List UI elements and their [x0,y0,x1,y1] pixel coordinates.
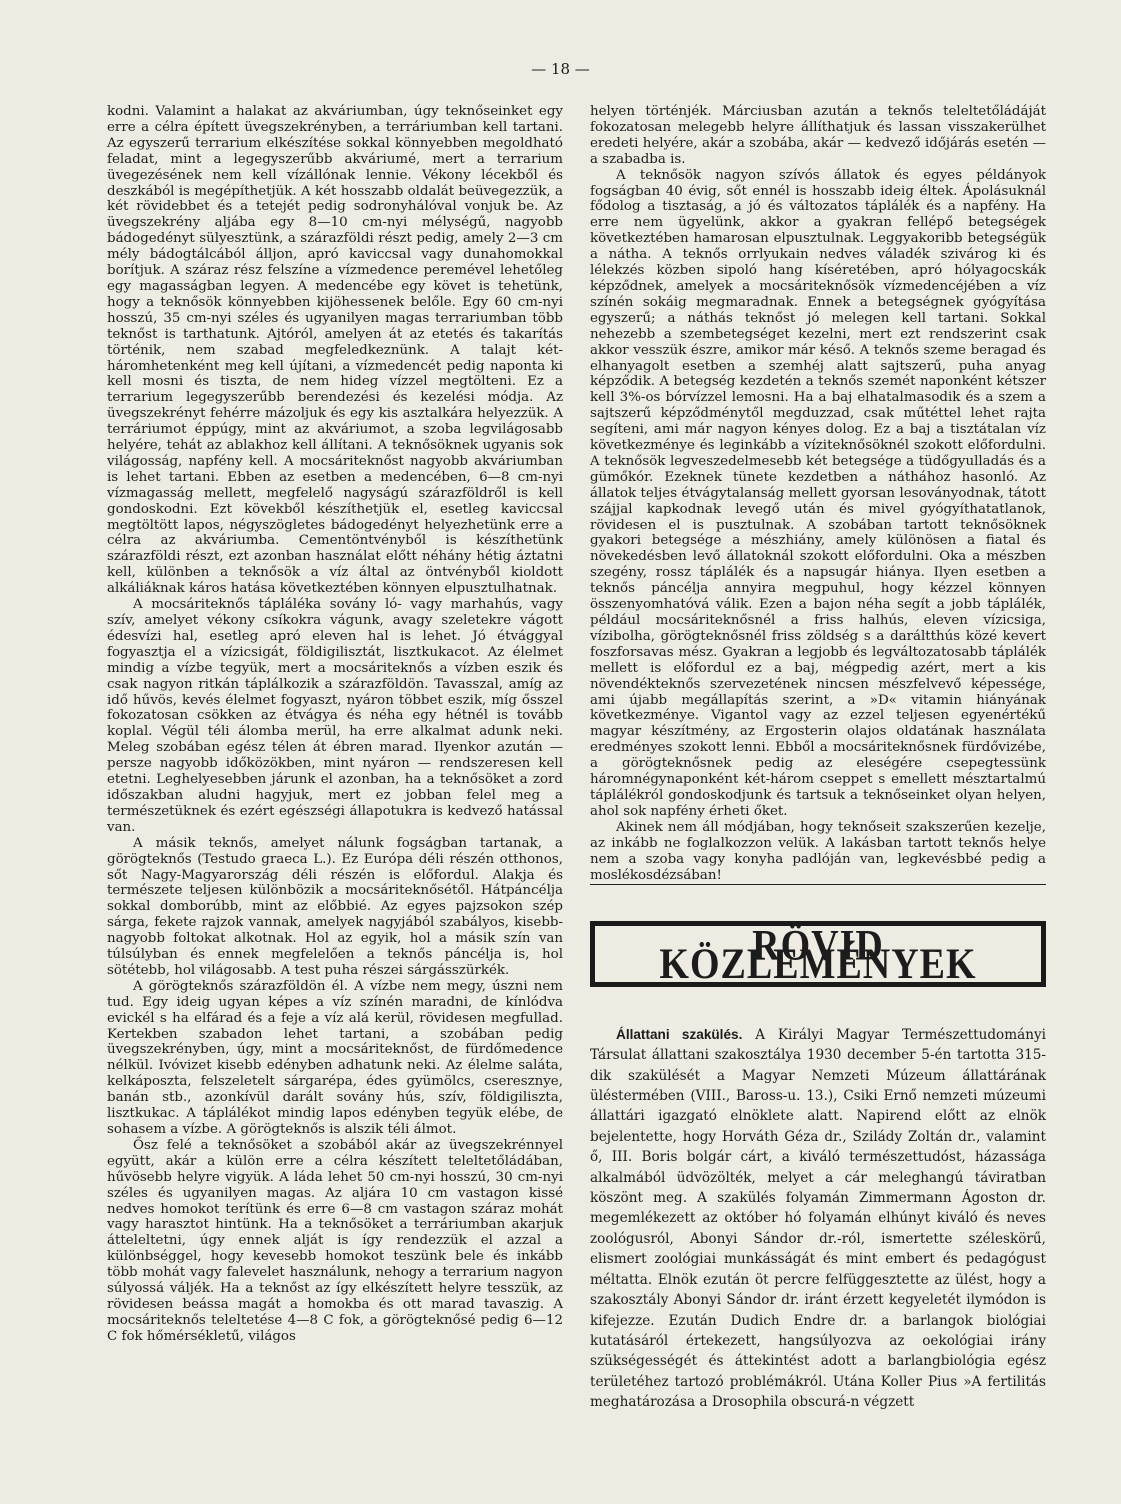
paragraph: kodni. Valamint a halakat az akváriumban, úgy teknőseinket egy erre a célra épített üvegszekrényben, a terráriumban kell tartani. Az egyszerű terrarium elkészítése sokkal könnyebben megoldható feladat, mint a legegyszerűbb akváriumé, mert a terrarium üvegezésének nem kell vízállónak lennie. Vékony lécekből és deszkából is megépíthetjük. A két hosszabb oldalát beüvegezzük, a két rövidebbet és a tetejét pedig sodronyhálóval vonjuk be. Az üvegszekrény aljába egy 8—10 cm-nyi mélységű, nagyobb bádogedényt sülyesztünk, a szárazföldi részt pedig, amely 2—3 cm mély bádogtálcából álljon, apró kaviccsal vagy dunahomokkal borítjuk. A száraz rész felszíne a vízmedence peremével lehetőleg egy magasságban legyen. A medencébe egy követ is tehetünk, hogy a teknősök könnyebben kijöhessenek belőle. Egy 60 cm-nyi hosszú, 35 cm-nyi széles és ugyanilyen magas terrariumban több teknőst is tarthatunk. Ajtóról, amelyen át az etetés és takarítás történik, nem szabad megfeledkeznünk. A talajt két-háromhetenként meg kell újítani, a vízmedencét pedig naponta ki kell mosni és tiszta, de nem hideg vízzel megtölteni. Ez a terrarium legegyszerűbb berendezési és kezelési módja. Az üvegszekrényt fehérre mázoljuk és egy kis asztalkára helyezzük. A terráriumot éppúgy, mint az akváriumot, a szoba legvilágosabb helyére, tehát az ablakhoz kell állítani. A teknősöknek ugyanis sok világosság, napfény kell. A mocsáriteknőst nagyobb akváriumban is lehet tartani. Ebben az esetben a medencében, 6—8 cm-nyi vízmagasság mellett, megfelelő nagyságú szárazföldről is kell gondoskodni. Ezt kövekből készíthetjük el, esetleg kaviccsal megtöltött lapos, négyszögletes bádogedényt helyezhetünk erre a célra az akváriumba. Cementöntvényből is készíthetünk szárazföldi részt, ezt azonban használat előtt néhány hétig áztatni kell, különben a teknősök a víz által az öntvényből kioldott alkáliáknak káros hatása következtében könnyen elpusztulhatnak. [107,104,563,597]
notice-item [590,1025,1046,1411]
section-heading: RÖVID KÖZLEMÉNYEK [659,921,977,989]
left-column [107,104,563,1394]
article-end-rule [590,884,1046,885]
paragraph: A másik teknős, amelyet nálunk fogságban tartanak, a görögteknős (Testudo graeca L.). Ez Európa déli részén otthonos, sőt Nagy-Magyarország déli részén is előfordul. Alakja és természete teljesen különbözik a mocsáriteknősétől. Hátpáncélja sokkal domborúbb, mint az előbbié. Az egyes pajzsokon szép sárga, fekete rajzok vannak, amelyek nagyjából szabályos, kisebb-nagyobb foltokat alkotnak. Hol az egyik, hol a másik szín van túlsúlyban és ennek megfelelően a teknős páncélja is, hol sötétebb, hol világosabb. A test puha részei sárgásszürkék. [107,835,563,978]
paragraph: A mocsáriteknős tápláléka sovány ló- vagy marhahús, vagy szív, amelyet vékony csíkokra vágunk, avagy szeletekre vágott édesvízi hal, esetleg apró eleven hal is lehet. Jó étvággyal fogyasztja el a vízicsigát, földigilisztát, lisztkukacot. Az élelmet mindig a vízbe tegyük, mert a mocsáriteknős a vízben eszik és csak nagyon ritkán táplálkozik a szárazföldön. Tavasszal, amíg az idő hűvös, kevés élelmet fogyaszt, nyáron többet eszik, míg ősszel fokozatosan csökken az étvágya és néha egy hétnél is tovább koplal. Végül téli álomba merül, ha erre alkalmat adunk neki. Meleg szobában egész télen át ébren marad. Ilyenkor azután — persze nagyobb időközökben, mint nyáron — rendszeresen kell etetni. Leghelyesebben járunk el azonban, ha a teknősöket a zord időszakban aludni hagyjuk, mert ez jobban felel meg a természetüknek és ezért egészségi állapotukra is kedvező hatással van. [107,597,563,835]
notice-title: Állattani szakülés. [616,1026,743,1042]
notice-text: A Királyi Magyar Természettudományi Társulat állattani szakosztálya 1930 december 5-én tartotta 315-dik szakülését a Magyar Nemzeti Múzeum állattárának üléstermében (VIII., Baross-u. 13.), Csiki Ernő nemzeti múzeumi állattári igazgató elnöklete alatt. Napirend előtt az elnök bejelentette, hogy Horváth Géza dr., Szilády Zoltán dr., valamint ő, III. Boris bolgár cárt, a kiváló természettudóst, házassága alkalmából üdvözölték, melyet a cár meleghangú táviratban köszönt meg. A szakülés folyamán Zimmermann Ágoston dr. megemlékezett az október hó folyamán elhúnyt kiváló és neves zoológusról, Abonyi Sándor dr.-ról, ismertette széleskörű, elismert zoológiai munkásságát és mint embert és pedagógust méltatta. Elnök ezután öt percre felfüggesztette az ülést, hogy a szakosztály Abonyi Sándor dr. iránt érzett kegyeletét ilymódon is kifejezze. Ezután Dudich Endre dr. a barlangok biológiai kutatásáról értekezett, hangsúlyozva az oekológiai irány szükségességét és áttekintést adott a barlangbiológia egész területéhez tartozó problémákról. Utána Koller Pius »A fertilitás meghatározása a Drosophila obscurá-n végzett [590,1026,1046,1411]
right-column [590,104,1046,1411]
paragraph: Ősz felé a teknősöket a szobából akár az üvegszekrénnyel együtt, akár a külön erre a célra készített teleltetőládában, hűvösebb helyre vigyük. A láda lehet 50 cm-nyi hosszú, 30 cm-nyi széles és ugyanilyen magas. Az aljára 10 cm vastagon kissé nedves homokot terítünk és erre 6—8 cm vastagon száraz mohát vagy harasztot hintünk. Ha a teknősöket a terráriumban akarjuk átteleltetni, úgy ennek alját is így rendezzük el azzal a különbséggel, hogy kevesebb homokot teszünk bele és inkább több mohát vagy falevelet használunk, nehogy a terrarium nagyon súlyossá váljék. Ha a teknőst az így elkészített helyre tesszük, az rövidesen beássa magát a homokba és ott marad tavaszig. A mocsáriteknős teleltetése 4—8 C fok, a görögteknősé pedig 6—12 C fok hőmérsékletű, világos [107,1137,563,1344]
page-number: — 18 — [531,60,590,78]
paragraph: A teknősök nagyon szívós állatok és egyes példányok fogságban 40 évig, sőt ennél is hosszabb ideig éltek. Ápolásuknál fődolog a tisztaság, a jó és változatos táplálék és a napfény. Ha erre nem ügyelünk, akkor a gyakran fellépő betegségek következtében hamarosan elpusztulnak. Leggyakoribb betegségük a nátha. A teknős orrlyukain nedves váladék szivárog ki és lélekzés közben sipoló hang kíséretében, apró hólyagocskák képződnek, amelyek a mocsáriteknősök vízmedencéjében a víz színén sokáig megmaradnak. Ennek a betegségnek gyógyítása egyszerű; a náthás teknőst jó melegen kell tartani. Sokkal nehezebb a szembetegséget kezelni, mert ezt rendszerint csak akkor vesszük észre, amikor már késő. A teknős szeme beragad és elhanyagolt esetben a szemhéj alatt sajtszerű, puha anyag képződik. A betegség kezdetén a teknős szemét naponként kétszer kell 3%-os bórvízzel lemosni. Ha a baj elhatalmasodik és a szem a sajtszerű képződménytől megduzzad, csak műtéttel lehet rajta segíteni, ami már nagyon kényes dolog. Ez a baj a tisztátalan víz következménye és leginkább a víziteknősöknél szokott előfordulni. A teknősök legveszedelmesebb két betegsége a tüdőgyulladás és a gümőkór. Ezeknek tünete kezdetben a náthához hasonló. Az állatok teljes étvágytalanság mellett gyorsan lesoványodnak, tátott szájjal kapkodnak levegő után és mivel gyógyíthatatlanok, rövidesen el is pusztulnak. A szobában tartott teknősöknek gyakori betegsége a mészhiány, amely különösen a fiatal és növekedésben levő állatoknál szokott előfordulni. Oka a mészben szegény, rossz táplálék és a napsugár hiánya. Ilyen esetben a teknős páncélja annyira megpuhul, hogy kézzel könnyen összenyomhatóvá válik. Ezen a bajon néha segít a jobb táplálék, például mocsáriteknősnél a friss halhús, eleven vízicsiga, vízibolha, görögteknősnél friss zöldség s a daráltthús közé kevert foszforsavas mész. Gyakran a legjobb és legváltozatosabb táplálék mellett is előfordul ez a baj, mégpedig azért, mert a kis növendékteknős szervezetének nincsen mészfelvevő képessége, ami újabb megállapítás szerint, a »D« vitamin hiányának következménye. Vigantol vagy az ezzel teljesen egyenértékű magyar készítmény, az Ergosterin olajos oldatának használata eredményes szokott lenni. Ebből a mocsáriteknősnek fürdővizébe, a görögteknősnek pedig az eleségére csepegtessünk háromnégynaponként két-három cseppet s emellett mésztartalmú táplálékról gondoskodjunk és tartsuk a teknőseinket olyan helyen, ahol sok napfény érheti őket. [590,167,1046,819]
paragraph: A görögteknős szárazföldön él. A vízbe nem megy, úszni nem tud. Egy ideig ugyan képes a víz színén maradni, de kínlódva evickél s ha elfárad és a feje a víz alá kerül, rövidesen megfullad. Kertekben szabadon lehet tartani, a szobában pedig üvegszekrényben, úgy, mint a mocsáriteknőst, de fürdőmedence nélkül. Ivóvizet kisebb edényben adhatunk neki. Az élelme saláta, kelkáposzta, felszeletelt sárgarépa, édes gyümölcs, cseresznye, banán stb., azonkívül darált sovány hús, szív, földigiliszta, lisztkukac. A táplálékot mindig lapos edényben tegyük elébe, de sohasem a vízbe. A görögteknős is alszik téli álmot. [107,978,563,1137]
paragraph: helyen történjék. Márciusban azután a teknős teleltetőládáját fokozatosan melegebb helyre állíthatjuk és lassan visszakerülhet eredeti helyére, akár a szobába, akár — kedvező időjárás esetén — a szabadba is. [590,104,1046,167]
paragraph: Akinek nem áll módjában, hogy teknőseit szakszerűen kezelje, az inkább ne foglalkozzon velük. A lakásban tartott teknős helye nem a szoba vagy konyha padlóján van, legkevésbbé pedig a moslékosdézsában! [590,819,1046,883]
section-heading-box [590,921,1046,987]
article-continuation [590,104,1046,883]
